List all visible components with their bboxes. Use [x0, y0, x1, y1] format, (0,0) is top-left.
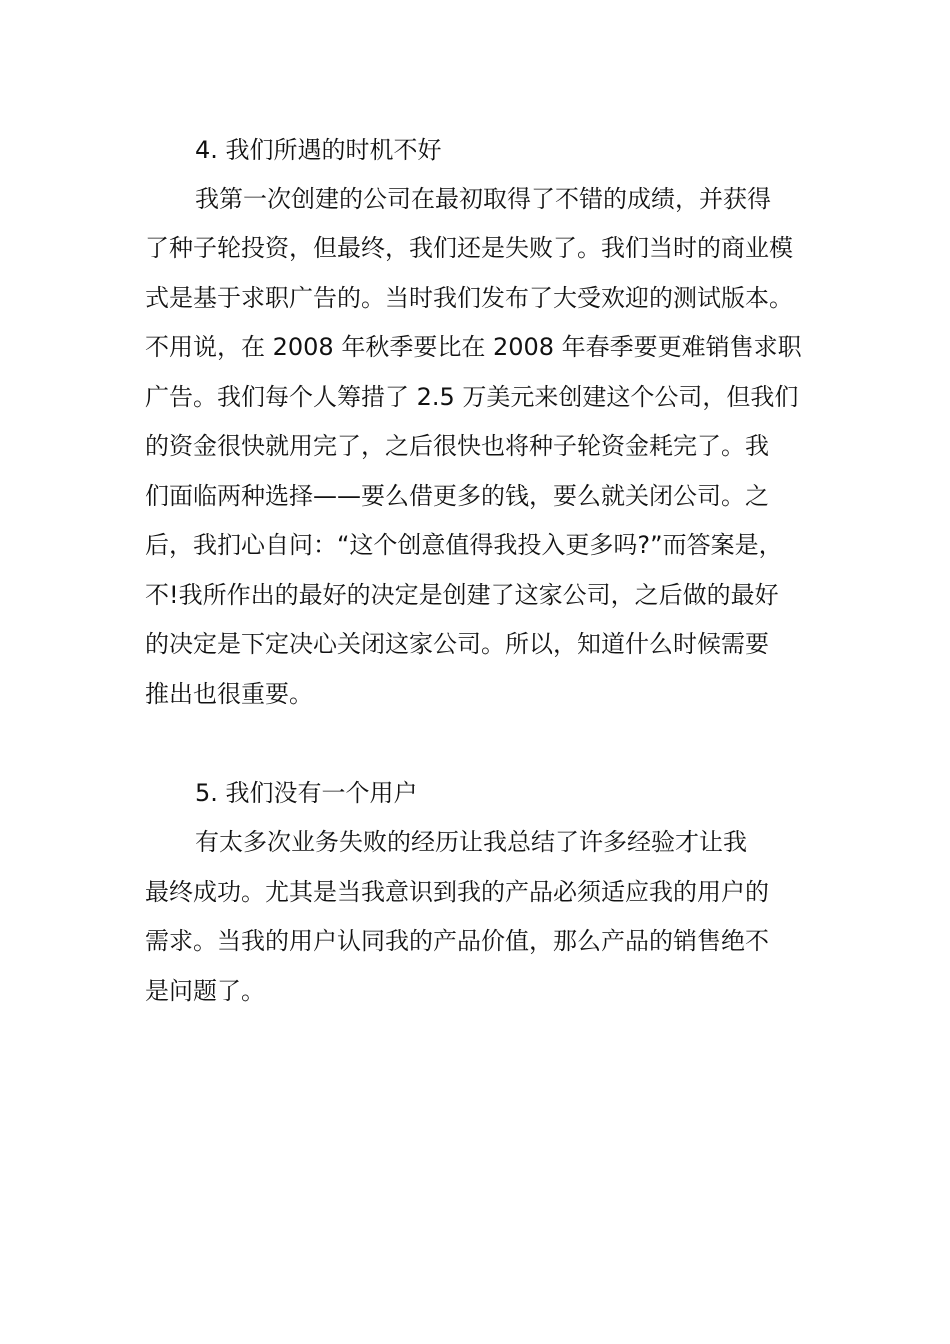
paragraph-line: 了种子轮投资，但最终，我们还是失败了。我们当时的商业模 — [145, 234, 793, 262]
paragraph-line: 推出也很重要。 — [145, 680, 313, 708]
paragraph-line: 需求。当我的用户认同我的产品价值，那么产品的销售绝不 — [145, 927, 769, 955]
section-heading: 4. 我们所遇的时机不好 — [195, 136, 442, 164]
paragraph-line: 不用说，在 2008 年秋季要比在 2008 年春季要更难销售求职 — [145, 333, 802, 361]
section-heading: 5. 我们没有一个用户 — [195, 779, 418, 807]
paragraph-line: 我第一次创建的公司在最初取得了不错的成绩，并获得 — [195, 185, 771, 213]
paragraph-line: 们面临两种选择——要么借更多的钱，要么就关闭公司。之 — [145, 482, 769, 510]
paragraph-line: 后，我扪心自问：“这个创意值得我投入更多吗?”而答案是， — [145, 531, 783, 559]
paragraph-line: 不!我所作出的最好的决定是创建了这家公司，之后做的最好 — [145, 581, 779, 609]
paragraph-line: 最终成功。尤其是当我意识到我的产品必须适应我的用户的 — [145, 878, 769, 906]
paragraph-line: 的资金很快就用完了，之后很快也将种子轮资金耗完了。我 — [145, 432, 769, 460]
paragraph-line: 有太多次业务失败的经历让我总结了许多经验才让我 — [195, 828, 747, 856]
paragraph-line: 是问题了。 — [145, 977, 265, 1005]
paragraph-line: 广告。我们每个人筹措了 2.5 万美元来创建这个公司，但我们 — [145, 383, 799, 411]
paragraph-line: 的决定是下定决心关闭这家公司。所以，知道什么时候需要 — [145, 630, 769, 658]
paragraph-line: 式是基于求职广告的。当时我们发布了大受欢迎的测试版本。 — [145, 284, 793, 312]
